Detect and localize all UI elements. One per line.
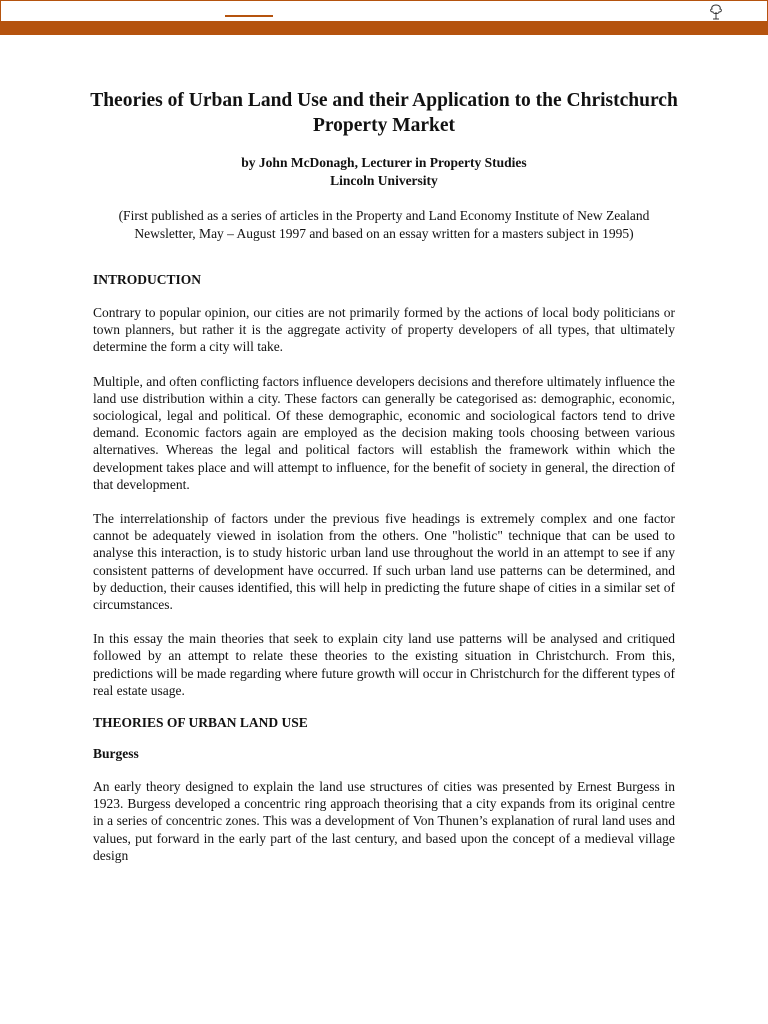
header-band	[0, 21, 768, 35]
paragraph-2: Multiple, and often conflicting factors influence developers decisions and therefore ultimately influence the land use distribution within a city. These factors can generally be categorised as: demographic, economic, sociological, legal and political. Of these demographic, economic and sociological factors tend to drive demand. Economic factors again are employed as the decision making tools choosing between various alternatives. Whereas the legal and political factors will establish the framework within which the development takes place and will attempt to influence, for the benefit of society in general, the direction of that development.	[93, 373, 675, 492]
document-title: Theories of Urban Land Use and their Application to the Christchurch Property Market	[90, 90, 678, 136]
tree-emblem-icon	[708, 3, 724, 21]
author-affiliation: Lincoln University	[330, 173, 438, 188]
paragraph-1: Contrary to popular opinion, our cities are not primarily formed by the actions of local body politicians or town planners, but rather it is the aggregate activity of property developers of all types, that ultimately determine the form a city will take.	[93, 305, 675, 355]
document-body	[90, 88, 678, 864]
paragraph-3: The interrelationship of factors under the previous five headings is extremely complex and one factor cannot be adequately viewed in isolation from the others. One "holistic" technique that can be used to analyse this interaction, is to study historic urban land use throughout the world in an attempt to see if any consistent patterns of development have occurred. If such urban land use patterns can be determined, and by deduction, their causes identified, this will help in predicting the future shape of cities in a similar set of circumstances.	[93, 511, 675, 613]
section-heading-theories: THEORIES OF URBAN LAND USE	[93, 715, 308, 731]
header-bar	[0, 0, 768, 21]
author-block	[93, 154, 675, 190]
author-name: by John McDonagh, Lecturer in Property Studies	[241, 155, 527, 170]
subsection-heading-burgess: Burgess	[93, 746, 139, 762]
paragraph-5: An early theory designed to explain the land use structures of cities was presented by Ernest Burgess in 1923. Burgess developed a concentric ring approach theorising that a city expands from its original centre in a series of concentric zones. This was a development of Von Thunen’s explanation of rural land uses and values, put forward in the early part of the last century, and based upon the concept of a medieval village design	[93, 779, 675, 863]
section-heading-introduction: INTRODUCTION	[93, 272, 202, 287]
paragraph-4: In this essay the main theories that seek to explain city land use patterns will be analysed and critiqued followed by an attempt to relate these theories to the existing situation in Christchurch. From this, predictions will be made regarding where future growth will occur in Christchurch for the different types of real estate usage.	[93, 631, 675, 698]
header-underline	[225, 15, 273, 17]
publication-note: (First published as a series of articles in the Property and Land Economy Institute of New Zealand Newsletter, May – August 1997 and based on an essay written for a masters subject in 1995)	[118, 208, 650, 241]
